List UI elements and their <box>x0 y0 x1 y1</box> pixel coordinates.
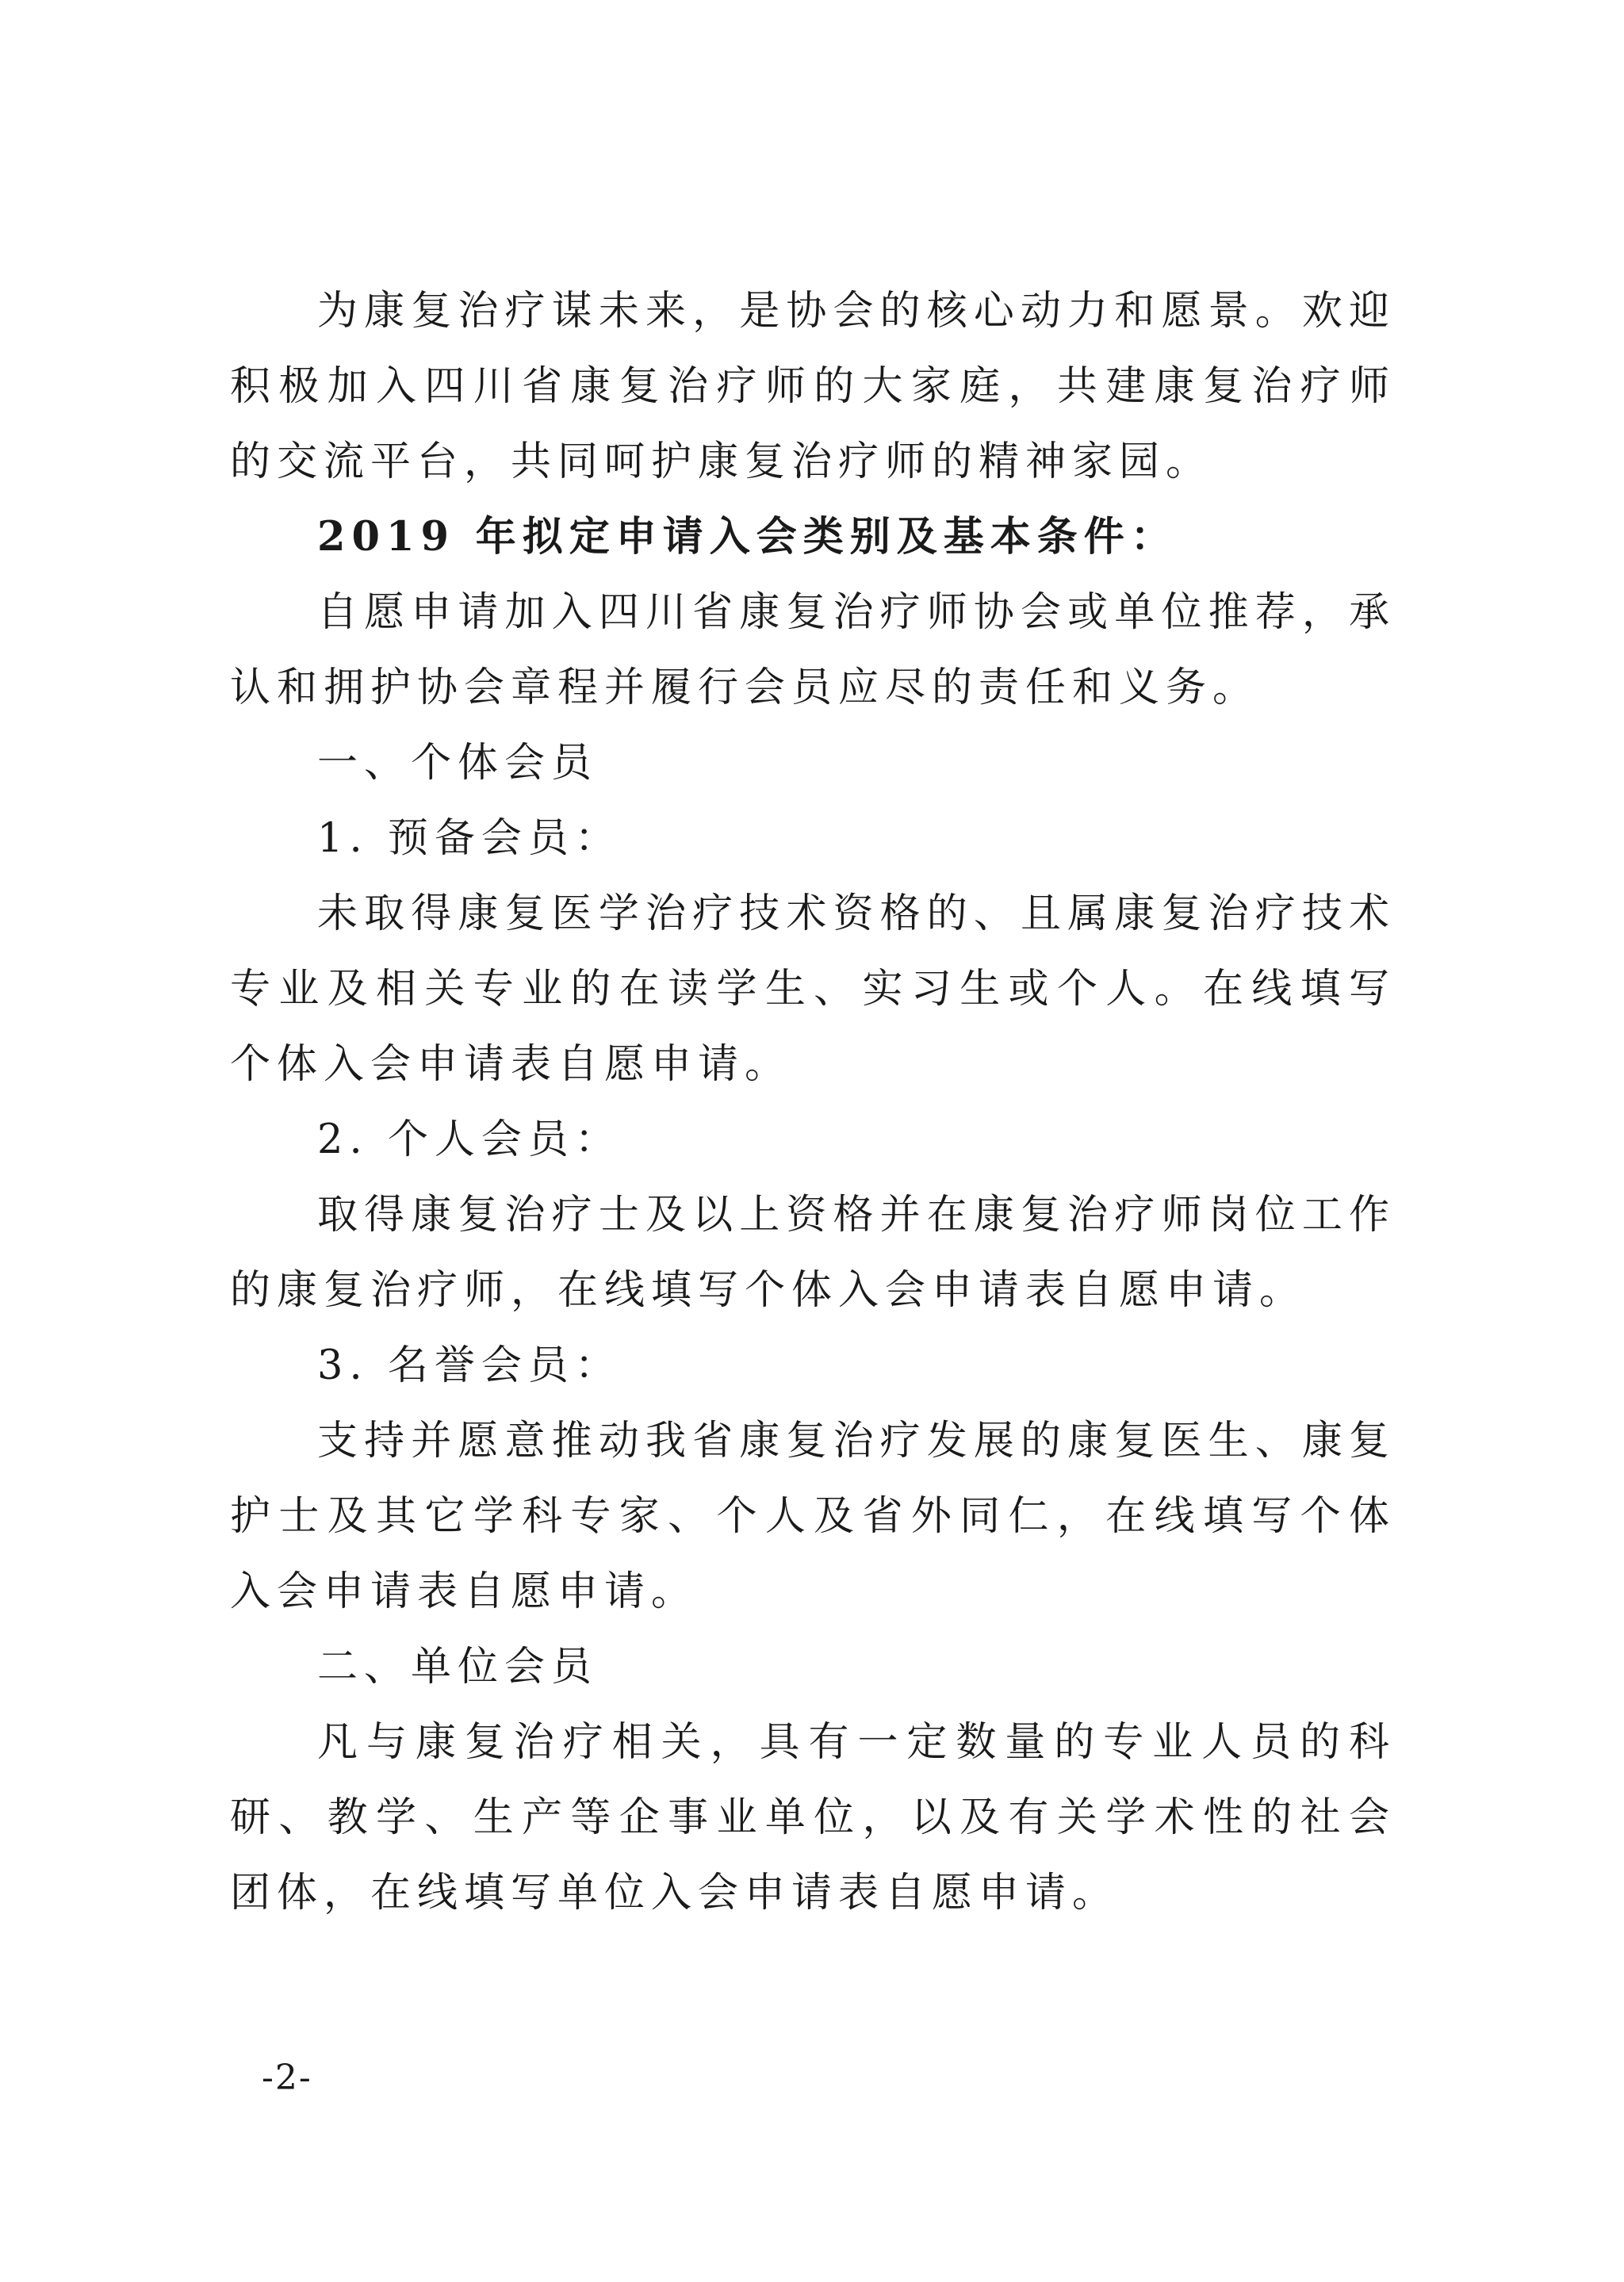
heading-individual-members: 一、个体会员 <box>317 740 599 787</box>
heading-personal-member: 2. 个人会员： <box>317 1116 622 1163</box>
heading-honorary-member: 3. 名誉会员： <box>317 1342 622 1389</box>
page-number: -2- <box>262 2058 312 2098</box>
paragraph-vision: 为康复治疗谋未来，是协会的核心动力和愿景。欢迎积极加入四川省康复治疗师的大家庭，共建康复治疗师的交流平台，共同呵护康复治疗师的精神家园。 <box>230 288 1396 485</box>
document-body <box>230 274 1396 1931</box>
paragraph-general-condition: 自愿申请加入四川省康复治疗师协会或单位推荐，承认和拥护协会章程并履行会员应尽的责任和义务。 <box>230 589 1396 711</box>
heading-reserve-member: 1. 预备会员： <box>317 815 622 862</box>
paragraph-personal-member: 取得康复治疗士及以上资格并在康复治疗师岗位工作的康复治疗师，在线填写个体入会申请表自愿申请。 <box>230 1192 1396 1314</box>
heading-unit-members: 二、单位会员 <box>317 1644 599 1690</box>
paragraph-honorary-member: 支持并愿意推动我省康复治疗发展的康复医生、康复护士及其它学科专家、个人及省外同仁，在线填写个体入会申请表自愿申请。 <box>230 1418 1396 1615</box>
paragraph-unit-members: 凡与康复治疗相关，具有一定数量的专业人员的科研、教学、生产等企事业单位，以及有关学术性的社会团体，在线填写单位入会申请表自愿申请。 <box>230 1719 1396 1916</box>
paragraph-reserve-member: 未取得康复医学治疗技术资格的、且属康复治疗技术专业及相关专业的在读学生、实习生或个人。在线填写个体入会申请表自愿申请。 <box>230 890 1396 1088</box>
heading-membership-categories: 2019 年拟定申请入会类别及基本条件： <box>317 513 1178 561</box>
